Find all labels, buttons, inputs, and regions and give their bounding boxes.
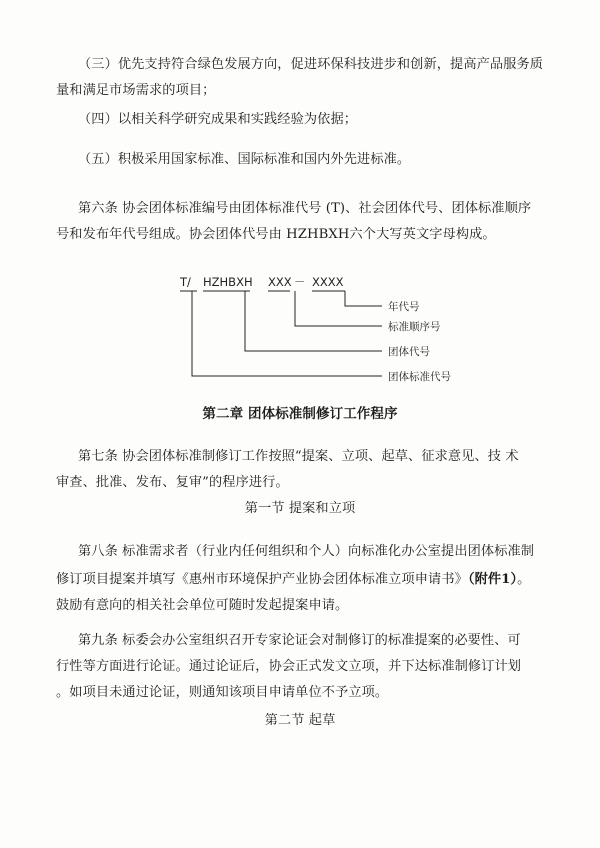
- section-2-heading: 第二节 起草: [264, 713, 336, 728]
- article-8-line-2-text: 修订项目提案并填写《惠州市环境保护产业协会团体标准立项申请书》: [56, 572, 468, 587]
- item-4: （四）以相关科学研究成果和实践经验为依据；: [78, 112, 358, 127]
- section-1-heading: 第一节 提案和立项: [244, 501, 356, 516]
- article-6-line-2: 号和发布年代号组成。协会团体代号由 HZHBXH六个大写英文字母构成。: [56, 227, 496, 242]
- code-t: T/: [180, 275, 191, 289]
- article-7-line-2: 审查、批准、发布、复审”的程序进行。: [56, 475, 289, 490]
- article-8-line-2: [56, 571, 530, 589]
- item-3-line-2: 量和满足市场需求的项目；: [56, 83, 216, 98]
- connector-seq: [295, 291, 382, 326]
- article-9-line-2: 行性等方面进行论证。通过论证后，协会正式发文立项，并下达标准制修订计划: [56, 659, 522, 674]
- article-6-line-1: 第六条 协会团体标准编号由团体标准代号 (T)、社会团体代号、团体标准顺序: [78, 201, 532, 216]
- chapter-2-heading: 第二章 团体标准制修订工作程序: [202, 406, 398, 422]
- item-5: （五）积极采用国家标准、国际标准和国内外先进标准。: [78, 152, 411, 167]
- code-dash: －: [294, 275, 306, 289]
- code-year: XXXX: [312, 275, 344, 289]
- article-8-line-1: 第八条 标准需求者（行业内任何组织和个人）向标准化办公室提出团体标准制: [78, 544, 535, 559]
- item-3-line-1: （三）优先支持符合绿色发展方向，促进环保科技进步和创新，提高产品服务质: [78, 57, 544, 72]
- attachment-ref: （附件1）: [467, 572, 518, 587]
- article-8-line-3: 鼓励有意向的相关社会单位可随时发起提案申请。: [56, 598, 349, 613]
- code-assoc: HZHBXH: [203, 275, 253, 289]
- label-assoc: 团体代号: [388, 346, 430, 358]
- article-9-line-3: 。如项目未通过论证，则通知该项目申请单位不予立项。: [56, 685, 389, 700]
- article-9-line-1: 第九条 标委会办公室组织召开专家论证会对制修订的标准提案的必要性、可: [78, 633, 521, 648]
- article-7-line-1: 第七条 协会团体标准制修订工作按照“提案、立项、起草、征求意见、技 术: [78, 449, 519, 464]
- connector-year: [345, 291, 382, 306]
- connector-assoc: [245, 291, 382, 351]
- connector-std: [192, 291, 382, 376]
- code-seq: XXX: [268, 275, 292, 289]
- article-8-line-2-end: 。: [517, 572, 531, 587]
- label-seq: 标准顺序号: [388, 321, 441, 333]
- label-std: 团体标准代号: [388, 371, 451, 383]
- label-year: 年代号: [388, 301, 420, 313]
